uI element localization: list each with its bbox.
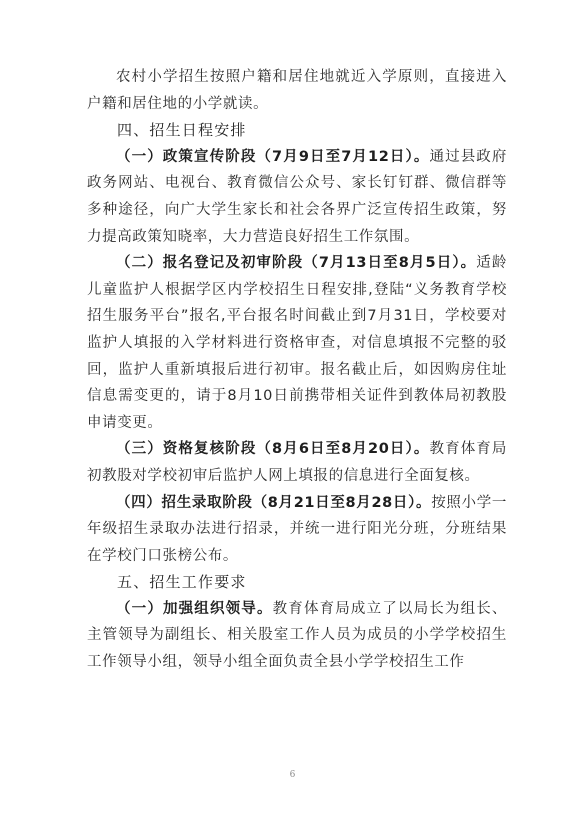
paragraph-lead: （一）加强组织领导。: [116, 600, 273, 617]
paragraph-text: 适龄儿童监护人根据学区内学校招生日程安排,登陆“义务教育学校招生服务平台”报名,平台报名时间截止到7月31日，学校要对监护人填报的入学材料进行资格审查，对信息填报不完整的驳回，监护人重新填报后进行初审。报名截止后，如因购房住址信息需变更的，请于8月10日前携带相关证件到教体局初教股申请变更。: [87, 255, 508, 431]
paragraph-text: 按照小学一年级招生录取办法进行招录，并统一进行阳光分班，分班结果在学校门口张榜公布。: [87, 494, 507, 564]
section-heading-requirements: 五、招生工作要求: [117, 573, 247, 592]
paragraph-text: 教育体育局成立了以局长为组长、主管领导为副组长、相关股室工作人员为成员的小学学校招生工作领导小组，领导小组全面负责全县小学学校招生工作: [87, 600, 507, 671]
paragraph-text: 教育体育局初教股对学校初审后监护人网上填报的信息进行全面复核。: [87, 441, 507, 484]
page-number: 6: [289, 770, 296, 780]
paragraph-review-stage: [87, 436, 507, 489]
paragraph-lead: （一）政策宣传阶段（7月9日至7月12日）。: [116, 148, 430, 165]
document-body: [87, 64, 507, 676]
paragraph-leadership: [87, 596, 507, 676]
paragraph-lead: （四）招生录取阶段（8月21日至8月28日）。: [116, 494, 432, 511]
paragraph-publicity-stage: [87, 144, 507, 250]
section-heading-schedule: 四、招生日程安排: [117, 121, 247, 140]
paragraph-admission-stage: [87, 490, 507, 570]
paragraph-lead: （三）资格复核阶段（8月6日至8月20日）。: [116, 441, 430, 458]
paragraph-rural-enrollment: [87, 64, 507, 117]
paragraph-registration-stage: [87, 250, 507, 436]
paragraph-text: 通过县政府政务网站、电视台、教育微信公众号、家长钉钉群、微信群等多种途径，向广大学生家长和社会各界广泛宣传招生政策，努力提高政策知晓率，大力营造良好招生工作氛围。: [87, 148, 507, 245]
paragraph-lead: （二）报名登记及初审阶段（7月13日至8月5日）。: [116, 255, 477, 272]
paragraph-text: 农村小学招生按照户籍和居住地就近入学原则，直接进入户籍和居住地的小学就读。: [87, 69, 507, 112]
